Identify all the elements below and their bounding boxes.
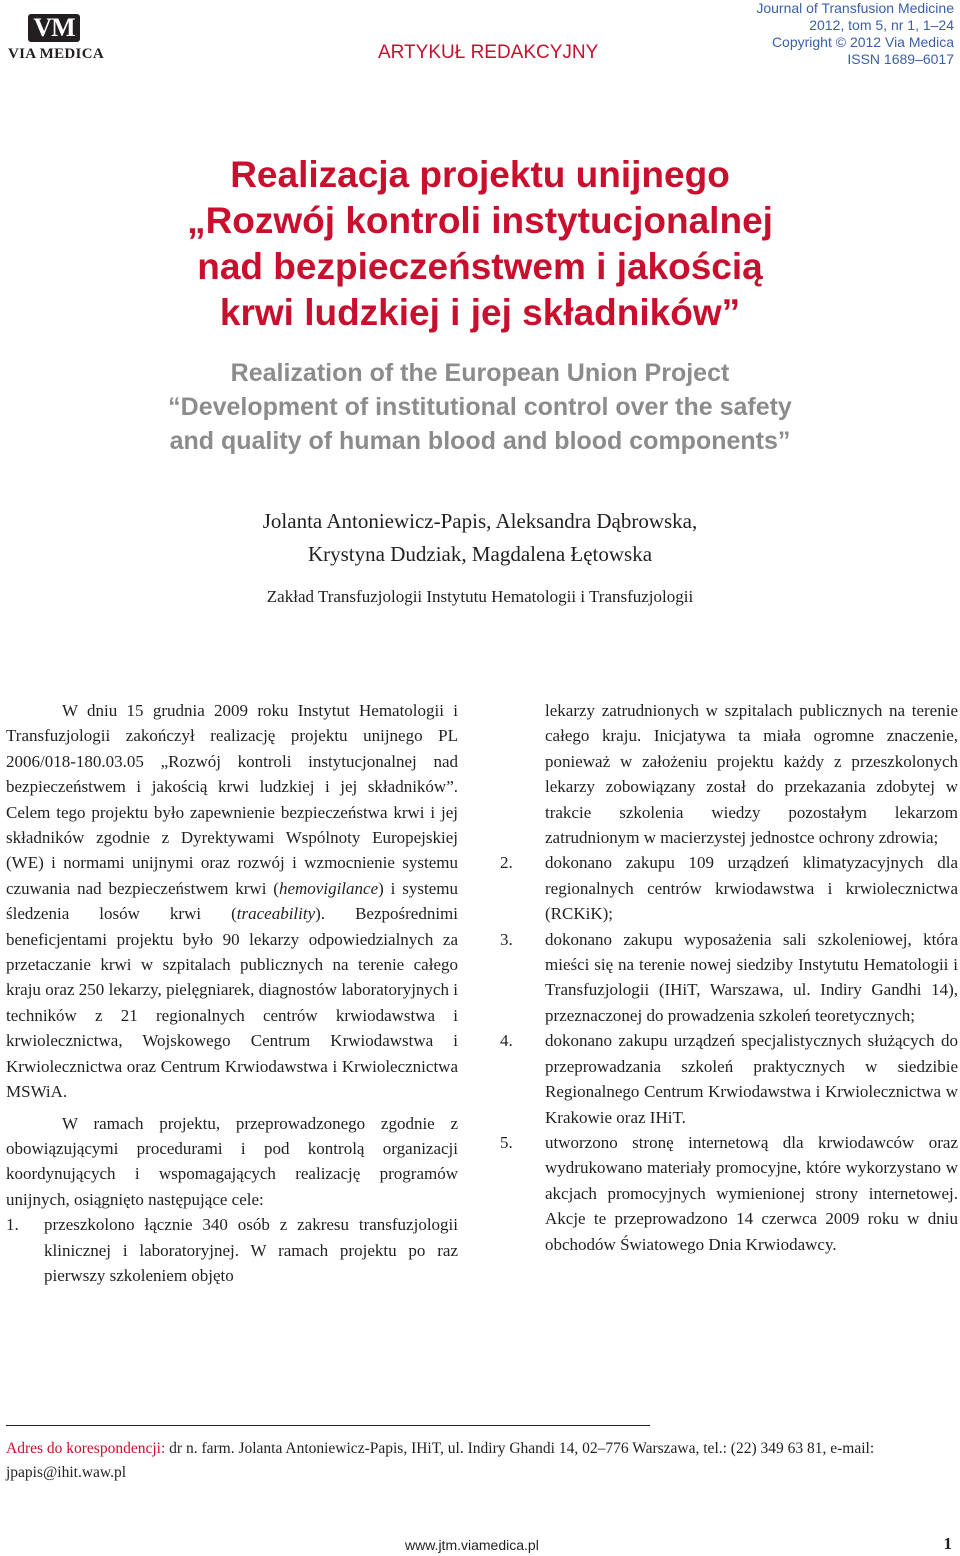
list-number: 2. (500, 853, 513, 873)
affiliation: Zakład Transfuzjologii Instytutu Hematologii i Transfuzjologii (266, 587, 694, 606)
list-item-continued (500, 698, 958, 850)
term-hemovigilance: hemovigilance (278, 878, 379, 898)
list-number: 5. (500, 1132, 513, 1152)
authors (60, 505, 900, 571)
list-text: dokonano zakupu 109 urządzeń klimatyzacyjnych dla regionalnych centrów krwiodawstwa i krwiolecznictwa (RCKiK); (545, 853, 958, 924)
journal-issue: 2012, tom 5, nr 1, 1–24 (809, 17, 954, 33)
logo-mark: VM (28, 14, 80, 42)
correspondence-footnote (6, 1437, 906, 1485)
list-item (6, 1212, 458, 1288)
footnote-text: dr n. farm. Jolanta Antoniewicz-Papis, IHiT, ul. Indiry Ghandi 14, 02–776 Warszawa, tel.: (22) 349 63 81, e-mail: jpapis@ihit.waw.pl (6, 1440, 875, 1481)
title-english-line: Realization of the European Union Project (230, 359, 730, 387)
term-traceability: traceability (236, 904, 316, 924)
title-english (60, 356, 900, 458)
footnote-label: Adres do korespondencji: (6, 1440, 166, 1457)
journal-name: Journal of Transfusion Medicine (756, 0, 954, 16)
body-paragraph: W ramach projektu, przeprowadzonego zgodnie z obowiązującymi procedurami i pod kontrolą organizacji koordynujących i wspomagających realizację programów unijnych, osiągnięto następujące cele: (6, 1113, 458, 1209)
list-text: przeszkolono łącznie 340 osób z zakresu transfuzjologii klinicznej i laboratoryjnej. W ramach projektu po raz pierwszy szkoleniem objęto (44, 1215, 458, 1285)
title-polish-line: nad bezpieczeństwem i jakością (197, 246, 763, 287)
journal-info (756, 0, 954, 68)
text-run: ) i systemu śledzenia losów krwi ( (6, 878, 459, 924)
list-number: 3. (500, 929, 513, 949)
title-polish (60, 152, 900, 336)
journal-issn: ISSN 1689–6017 (847, 51, 954, 67)
title-polish-line: krwi ludzkiej i jej składników” (219, 292, 741, 333)
list-item (500, 850, 958, 926)
list-item (500, 1028, 958, 1130)
page-number: 1 (943, 1534, 952, 1553)
text-run: W dniu 15 grudnia 2009 roku Instytut Hematologii i Transfuzjologii zakończył realizację projektu unijnego PL 2006/018-180.03.05 „Rozwój kontroli instytucjonalnej nad bezpieczeństwem i jakością krwi ludzkiej i jej składników”. Celem tego projektu było zapewnienie bezpieczeństwa krwi i jej składników zgodnie z Dyrektywami Wspólnoty Europejskiej (WE) i normami unijnymi oraz rozwój i wzmocnienie systemu czuwania nad bezpieczeństwem krwi ( (6, 701, 458, 898)
list-text: dokonano zakupu urządzeń specjalistycznych służących do przeprowadzania szkoleń praktycznych w siedzibie Regionalnego Centrum Krwiodawstwa i Krwiolecznictwa w Krakowie oraz IHiT. (545, 1031, 958, 1127)
journal-url[interactable]: www.jtm.viamedica.pl (405, 1537, 539, 1553)
title-polish-line: „Rozwój kontroli instytucjonalnej (187, 200, 773, 241)
list-item (500, 1130, 958, 1257)
body-paragraph (6, 698, 458, 1105)
list-number: 1. (6, 1215, 19, 1235)
list-text: utworzono stronę internetową dla krwiodawców oraz wydrukowano materiały promocyjne, które wykorzystano w akcjach promocyjnych wymienionej strony internetowej. Akcje te przeprowadzono 14 czerwca 2009 roku w dniu obchodów Światowego Dnia Krwiodawcy. (545, 1132, 958, 1254)
publisher-logo (8, 14, 104, 66)
journal-copyright: Copyright © 2012 Via Medica (771, 34, 954, 50)
list-text: lekarzy zatrudnionych w szpitalach publicznych na terenie całego kraju. Inicjatywa ta miała ogromne znaczenie, ponieważ w założeniu projektu każdy z przeszkolonych lekarzy zobowiązany został do przekazania zdobytej w trakcie szkolenia wiedzy pozostałym lekarzom zatrudnionym w macierzystej jednostce ochrony zdrowia; (545, 701, 958, 848)
text-run: ). Bezpośrednimi beneficjentami projektu było 90 lekarzy odpowiedzialnych za przetaczanie krwi w szpitalach publicznych na terenie całego kraju oraz 250 lekarzy, pielęgniarek, diagnostów laboratoryjnych i techników z 21 regionalnych centrów krwiodawstwa i krwiolecznictwa, Wojskowego Centrum Krwiodawstwa i Krwiolecznictwa oraz Centrum Krwiodawstwa i Krwiolecznictwa MSWiA. (6, 904, 458, 1102)
body-column-right (500, 698, 958, 1257)
title-english-line: “Development of institutional control over the safety (168, 393, 792, 421)
section-label: ARTYKUŁ REDAKCYJNY (378, 42, 599, 63)
list-text: dokonano zakupu wyposażenia sali szkoleniowej, która mieści się na terenie nowej siedziby Instytutu Hematologii i Transfuzjologii (IHiT, Warszawa, ul. Indiry Gandhi 14), przeznaczonej do prowadzenia szkoleń teoretycznych; (545, 929, 958, 1025)
authors-line: Jolanta Antoniewicz-Papis, Aleksandra Dąbrowska, (262, 509, 698, 533)
logo-text: VIA MEDICA (8, 46, 104, 62)
body-column-left (6, 698, 458, 1288)
authors-line: Krystyna Dudziak, Magdalena Łętowska (307, 542, 653, 566)
list-number: 4. (500, 1031, 513, 1051)
title-english-line: and quality of human blood and blood components” (169, 427, 791, 455)
title-polish-line: Realizacja projektu unijnego (230, 154, 730, 195)
list-item (500, 927, 958, 1029)
footnote-divider (6, 1425, 650, 1426)
